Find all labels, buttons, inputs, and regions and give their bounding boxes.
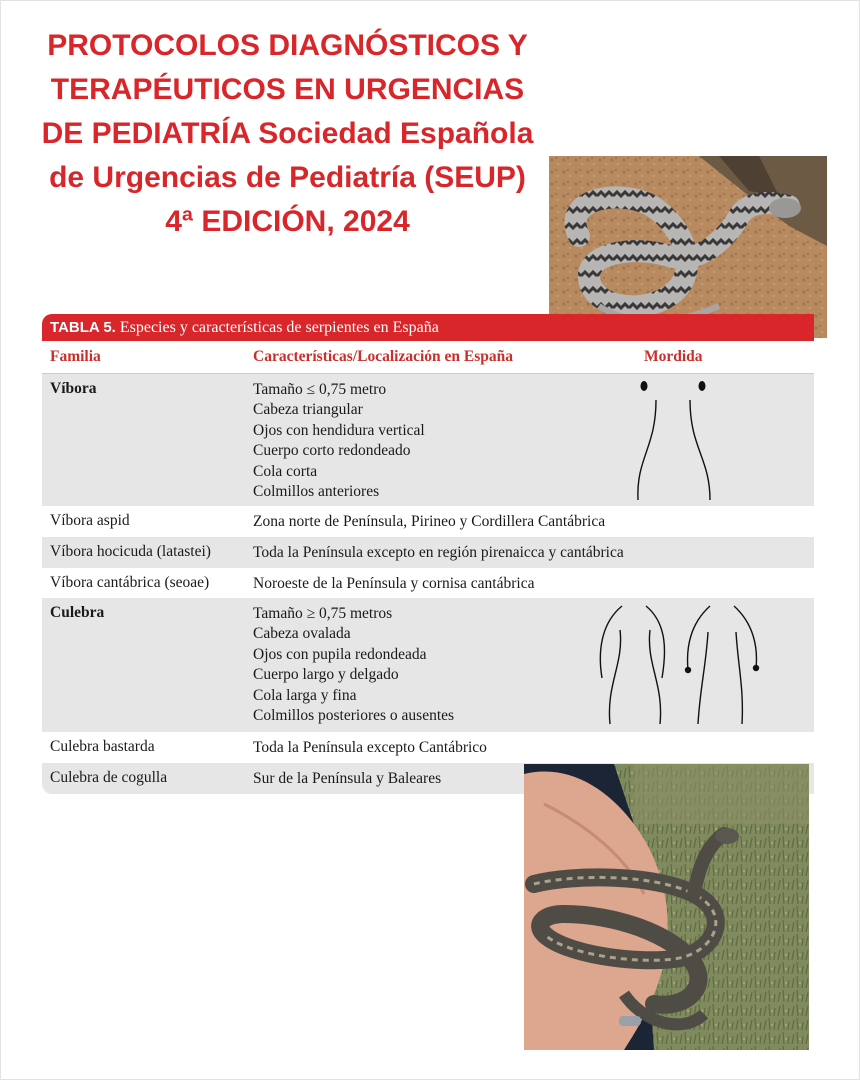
- caracteristicas-cell: [253, 604, 454, 726]
- table-row: [42, 568, 814, 598]
- col-familia: Familia: [50, 348, 101, 365]
- line: Cabeza ovalada: [253, 625, 351, 643]
- table-caption-bar: [42, 314, 814, 341]
- line: Cuerpo corto redondeado: [253, 442, 411, 460]
- table-label: TABLA 5.: [50, 319, 116, 336]
- line: Ojos con pupila redondeada: [253, 645, 427, 663]
- table-caption: Especies y características de serpientes en España: [119, 318, 439, 336]
- caracteristicas-cell: [253, 769, 441, 789]
- culebra-bite-icon: [594, 604, 770, 726]
- familia-cell: Víbora hocicuda (latastei): [50, 543, 211, 560]
- line: Colmillos posteriores o ausentes: [253, 707, 455, 725]
- line: Tamaño ≥ 0,75 metros: [253, 605, 393, 622]
- line: Zona norte de Península, Pirineo y Cordillera Cantábrica: [253, 513, 606, 530]
- page-title: [20, 24, 555, 244]
- table-row: [42, 598, 814, 732]
- table-header-row: [42, 341, 814, 374]
- viper-bite-icon: [624, 378, 724, 502]
- caracteristicas-cell: [253, 512, 605, 532]
- caracteristicas-cell: [253, 543, 624, 563]
- caracteristicas-cell: [253, 574, 534, 594]
- familia-cell: Víbora: [50, 380, 97, 397]
- line: Ojos con hendidura vertical: [253, 421, 425, 439]
- table-row: [42, 537, 814, 568]
- line: Cola larga y fina: [253, 686, 357, 704]
- title-line: DE PEDIATRÍA Sociedad Española: [41, 117, 534, 150]
- line: Toda la Península excepto Cantábrico: [253, 739, 487, 756]
- title-line: 4ª EDICIÓN, 2024: [165, 205, 410, 238]
- line: Cola corta: [253, 462, 318, 480]
- familia-cell: Culebra bastarda: [50, 738, 155, 755]
- title-line: de Urgencias de Pediatría (SEUP): [49, 161, 526, 194]
- familia-cell: Culebra: [50, 604, 105, 621]
- title-line: TERAPÉUTICOS EN URGENCIAS: [50, 73, 525, 106]
- familia-cell: Víbora cantábrica (seoae): [50, 574, 210, 591]
- line: Cuerpo largo y delgado: [253, 666, 399, 684]
- col-caracteristicas: Características/Localización en España: [253, 348, 514, 365]
- line: Toda la Península excepto en región pirenaicca y cantábrica: [253, 544, 624, 561]
- familia-cell: Víbora aspid: [50, 512, 130, 529]
- familia-cell: Culebra de cogulla: [50, 769, 168, 786]
- caracteristicas-cell: [253, 380, 425, 502]
- col-mordida: Mordida: [644, 348, 703, 365]
- line: Sur de la Península y Baleares: [253, 770, 442, 787]
- line: Noroeste de la Península y cornisa cantábrica: [253, 575, 535, 592]
- line: Colmillos anteriores: [253, 483, 380, 501]
- title-line: PROTOCOLOS DIAGNÓSTICOS Y: [47, 29, 528, 62]
- snake-table: [42, 314, 814, 794]
- table-row: [42, 732, 814, 763]
- table-row: [42, 506, 814, 537]
- line: Cabeza triangular: [253, 401, 363, 419]
- table-row: [42, 374, 814, 506]
- viper-photo: [549, 156, 827, 338]
- line: Tamaño ≤ 0,75 metro: [253, 381, 387, 398]
- grass-snake-in-hand-photo: [524, 764, 809, 1050]
- caracteristicas-cell: [253, 738, 487, 758]
